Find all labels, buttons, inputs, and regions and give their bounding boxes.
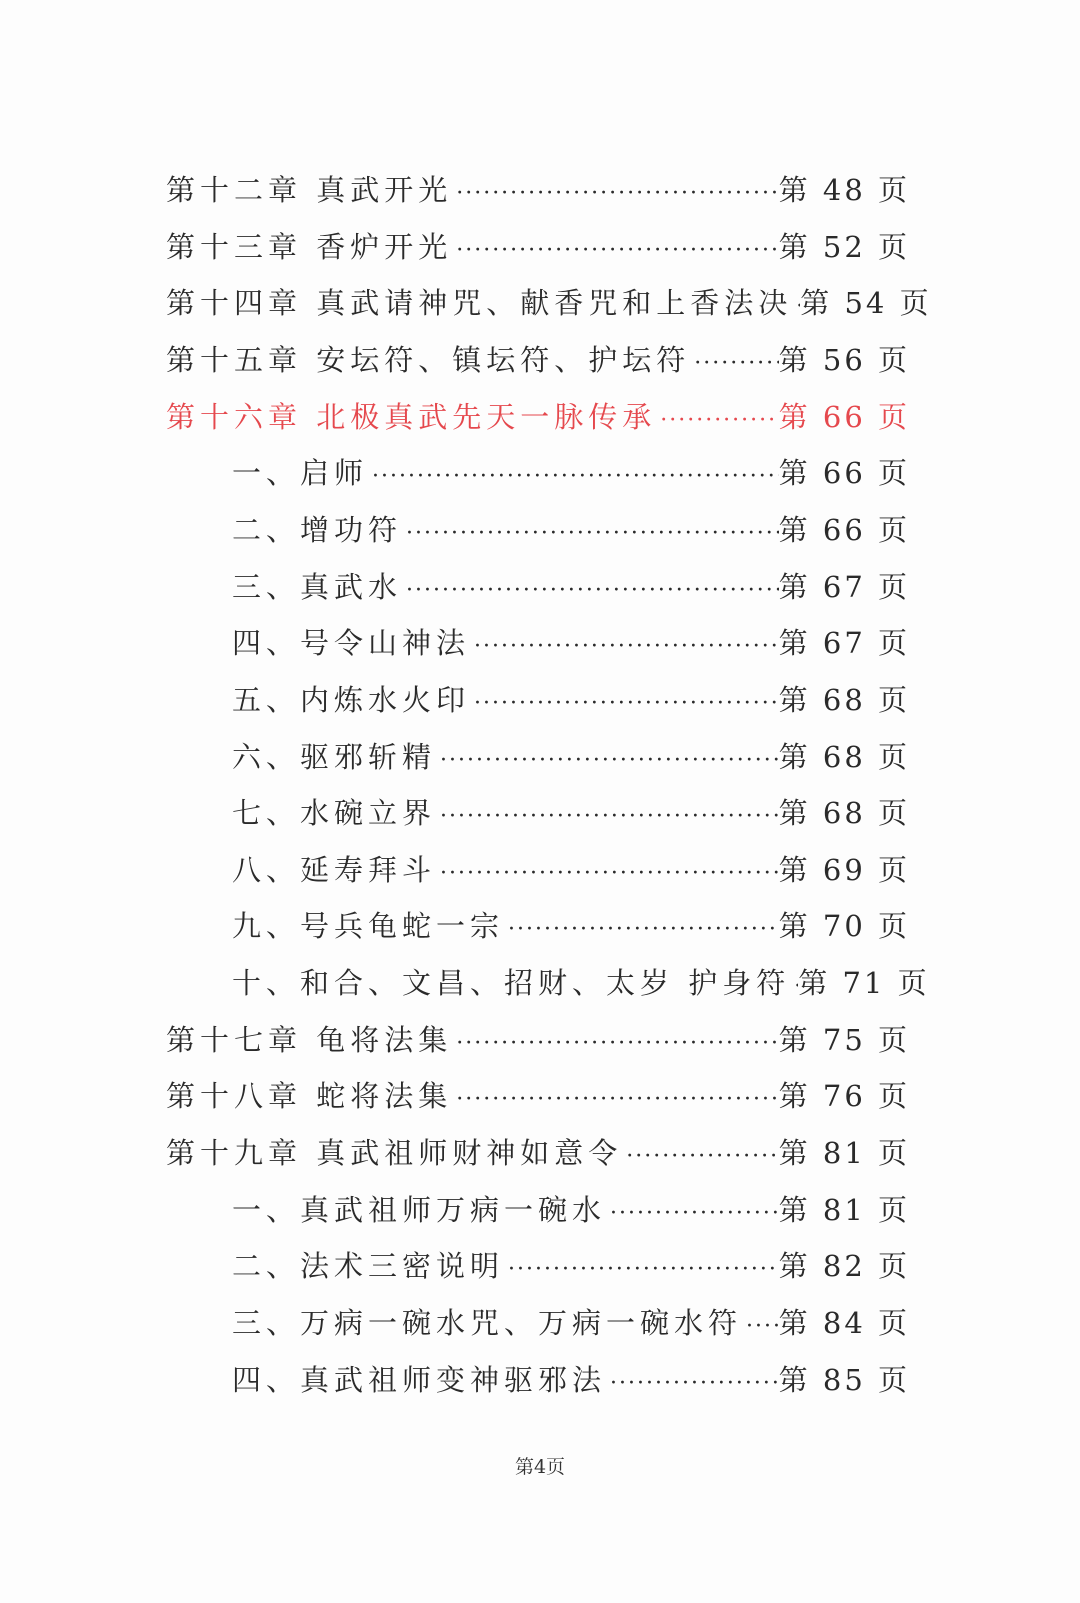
- toc-chapter-entry: [166, 1012, 910, 1068]
- toc-section-entry: [232, 1182, 910, 1238]
- toc-entry-page: 第 52 页: [778, 229, 910, 264]
- toc-section-entry: [232, 729, 910, 785]
- toc-entry-title: 三、真武水: [232, 569, 403, 604]
- toc-entry-page: 第 67 页: [778, 569, 910, 604]
- toc-entry-title: 第十四章 真武请神咒、献香咒和上香法决: [166, 286, 793, 321]
- toc-entry-title: 第十三章 香炉开光: [166, 229, 453, 264]
- dot-leader: [452, 1016, 778, 1072]
- toc-entry-page: 第 84 页: [778, 1306, 910, 1340]
- dot-leader: [790, 959, 798, 1015]
- toc-section-entry: [232, 955, 930, 1011]
- toc-chapter-entry: [166, 219, 910, 275]
- toc-entry-title: 十、和合、文昌、招财、太岁 护身符: [232, 966, 791, 1001]
- toc-entry-title: 四、号令山神法: [232, 626, 471, 661]
- toc-entry-title: 二、增功符: [232, 512, 403, 547]
- toc-entry-page: 第 69 页: [778, 852, 910, 887]
- toc-entry-page: 第 70 页: [778, 909, 910, 944]
- toc-chapter-entry: [166, 1125, 910, 1181]
- dot-leader: [452, 166, 778, 222]
- dot-leader: [504, 1242, 779, 1298]
- dot-leader: [622, 1129, 778, 1185]
- toc-entry-page: 第 81 页: [778, 1192, 910, 1227]
- dot-leader: [436, 789, 779, 845]
- dot-leader: [742, 1299, 779, 1355]
- toc-entry-page: 第 67 页: [778, 626, 910, 661]
- toc-entry-page: 第 81 页: [778, 1136, 910, 1171]
- toc-section-entry: [232, 615, 910, 671]
- toc-entry-page: 第 66 页: [778, 399, 910, 434]
- toc-entry-title: 第十八章 蛇将法集: [166, 1079, 453, 1114]
- dot-leader: [606, 1356, 779, 1412]
- toc-section-entry: [232, 842, 910, 898]
- toc-entry-title: 七、水碗立界: [232, 796, 437, 831]
- toc-entry-page: 第 76 页: [778, 1079, 910, 1114]
- toc-entry-title: 五、内炼水火印: [232, 682, 471, 717]
- toc-entry-title: 第十七章 龟将法集: [166, 1022, 453, 1057]
- toc-entry-title: 四、真武祖师变神驱邪法: [232, 1362, 607, 1397]
- toc-section-entry: [232, 1295, 910, 1351]
- toc-section-entry: [232, 672, 910, 728]
- toc-entry-page: 第 68 页: [778, 682, 910, 717]
- toc-section-entry: [232, 785, 910, 841]
- dot-leader: [368, 449, 779, 505]
- toc-entry-title: 八、延寿拜斗: [232, 852, 437, 887]
- toc-entry-page: 第 48 页: [778, 173, 910, 207]
- toc-chapter-entry: [166, 1068, 910, 1124]
- page-number-footer: 第4页: [514, 1456, 566, 1478]
- toc-section-entry: [232, 559, 910, 615]
- dot-leader: [402, 506, 779, 562]
- toc-chapter-entry: [166, 162, 910, 218]
- toc-entry-page: 第 68 页: [778, 796, 910, 831]
- toc-chapter-entry: [166, 275, 932, 331]
- dot-leader: [470, 676, 779, 732]
- dot-leader: [452, 223, 778, 279]
- toc-entry-title: 第十九章 真武祖师财神如意令: [166, 1136, 623, 1171]
- toc-entry-page: 第 85 页: [778, 1362, 910, 1397]
- toc-chapter-entry: [166, 389, 910, 445]
- toc-entry-page: 第 66 页: [778, 512, 910, 547]
- dot-leader: [792, 279, 800, 335]
- dot-leader: [656, 393, 778, 449]
- toc-entry-title: 六、驱邪斩精: [232, 739, 437, 774]
- toc-entry-title: 二、法术三密说明: [232, 1249, 505, 1284]
- dot-leader: [436, 733, 779, 789]
- toc-entry-title: 一、真武祖师万病一碗水: [232, 1192, 607, 1227]
- toc-entry-title: 第十二章 真武开光: [166, 173, 453, 207]
- toc-entry-title: 三、万病一碗水咒、万病一碗水符: [232, 1306, 743, 1340]
- dot-leader: [452, 1072, 778, 1128]
- dot-leader: [690, 336, 778, 392]
- toc-section-entry: [232, 502, 910, 558]
- dot-leader: [504, 902, 779, 958]
- toc-section-entry: [232, 445, 910, 501]
- dot-leader: [606, 1186, 779, 1242]
- toc-entry-page: 第 56 页: [778, 342, 910, 377]
- toc-entry-page: 第 54 页: [800, 286, 932, 321]
- toc-entry-page: 第 75 页: [778, 1022, 910, 1057]
- toc-entry-page: 第 71 页: [798, 966, 930, 1001]
- toc-entry-page: 第 82 页: [778, 1249, 910, 1284]
- toc-section-entry: [232, 898, 910, 954]
- toc-chapter-entry: [166, 332, 910, 388]
- toc-entry-page: 第 68 页: [778, 739, 910, 774]
- toc-entry-page: 第 66 页: [778, 456, 910, 491]
- toc-section-entry: [232, 1352, 910, 1408]
- toc-entry-title: 一、启师: [232, 456, 369, 491]
- toc-section-entry: [232, 1238, 910, 1294]
- dot-leader: [470, 619, 779, 675]
- toc-entry-title: 第十六章 北极真武先天一脉传承: [166, 399, 657, 434]
- dot-leader: [402, 563, 779, 619]
- toc-entry-title: 九、号兵龟蛇一宗: [232, 909, 505, 944]
- dot-leader: [436, 846, 779, 902]
- toc-entry-title: 第十五章 安坛符、镇坛符、护坛符: [166, 342, 691, 377]
